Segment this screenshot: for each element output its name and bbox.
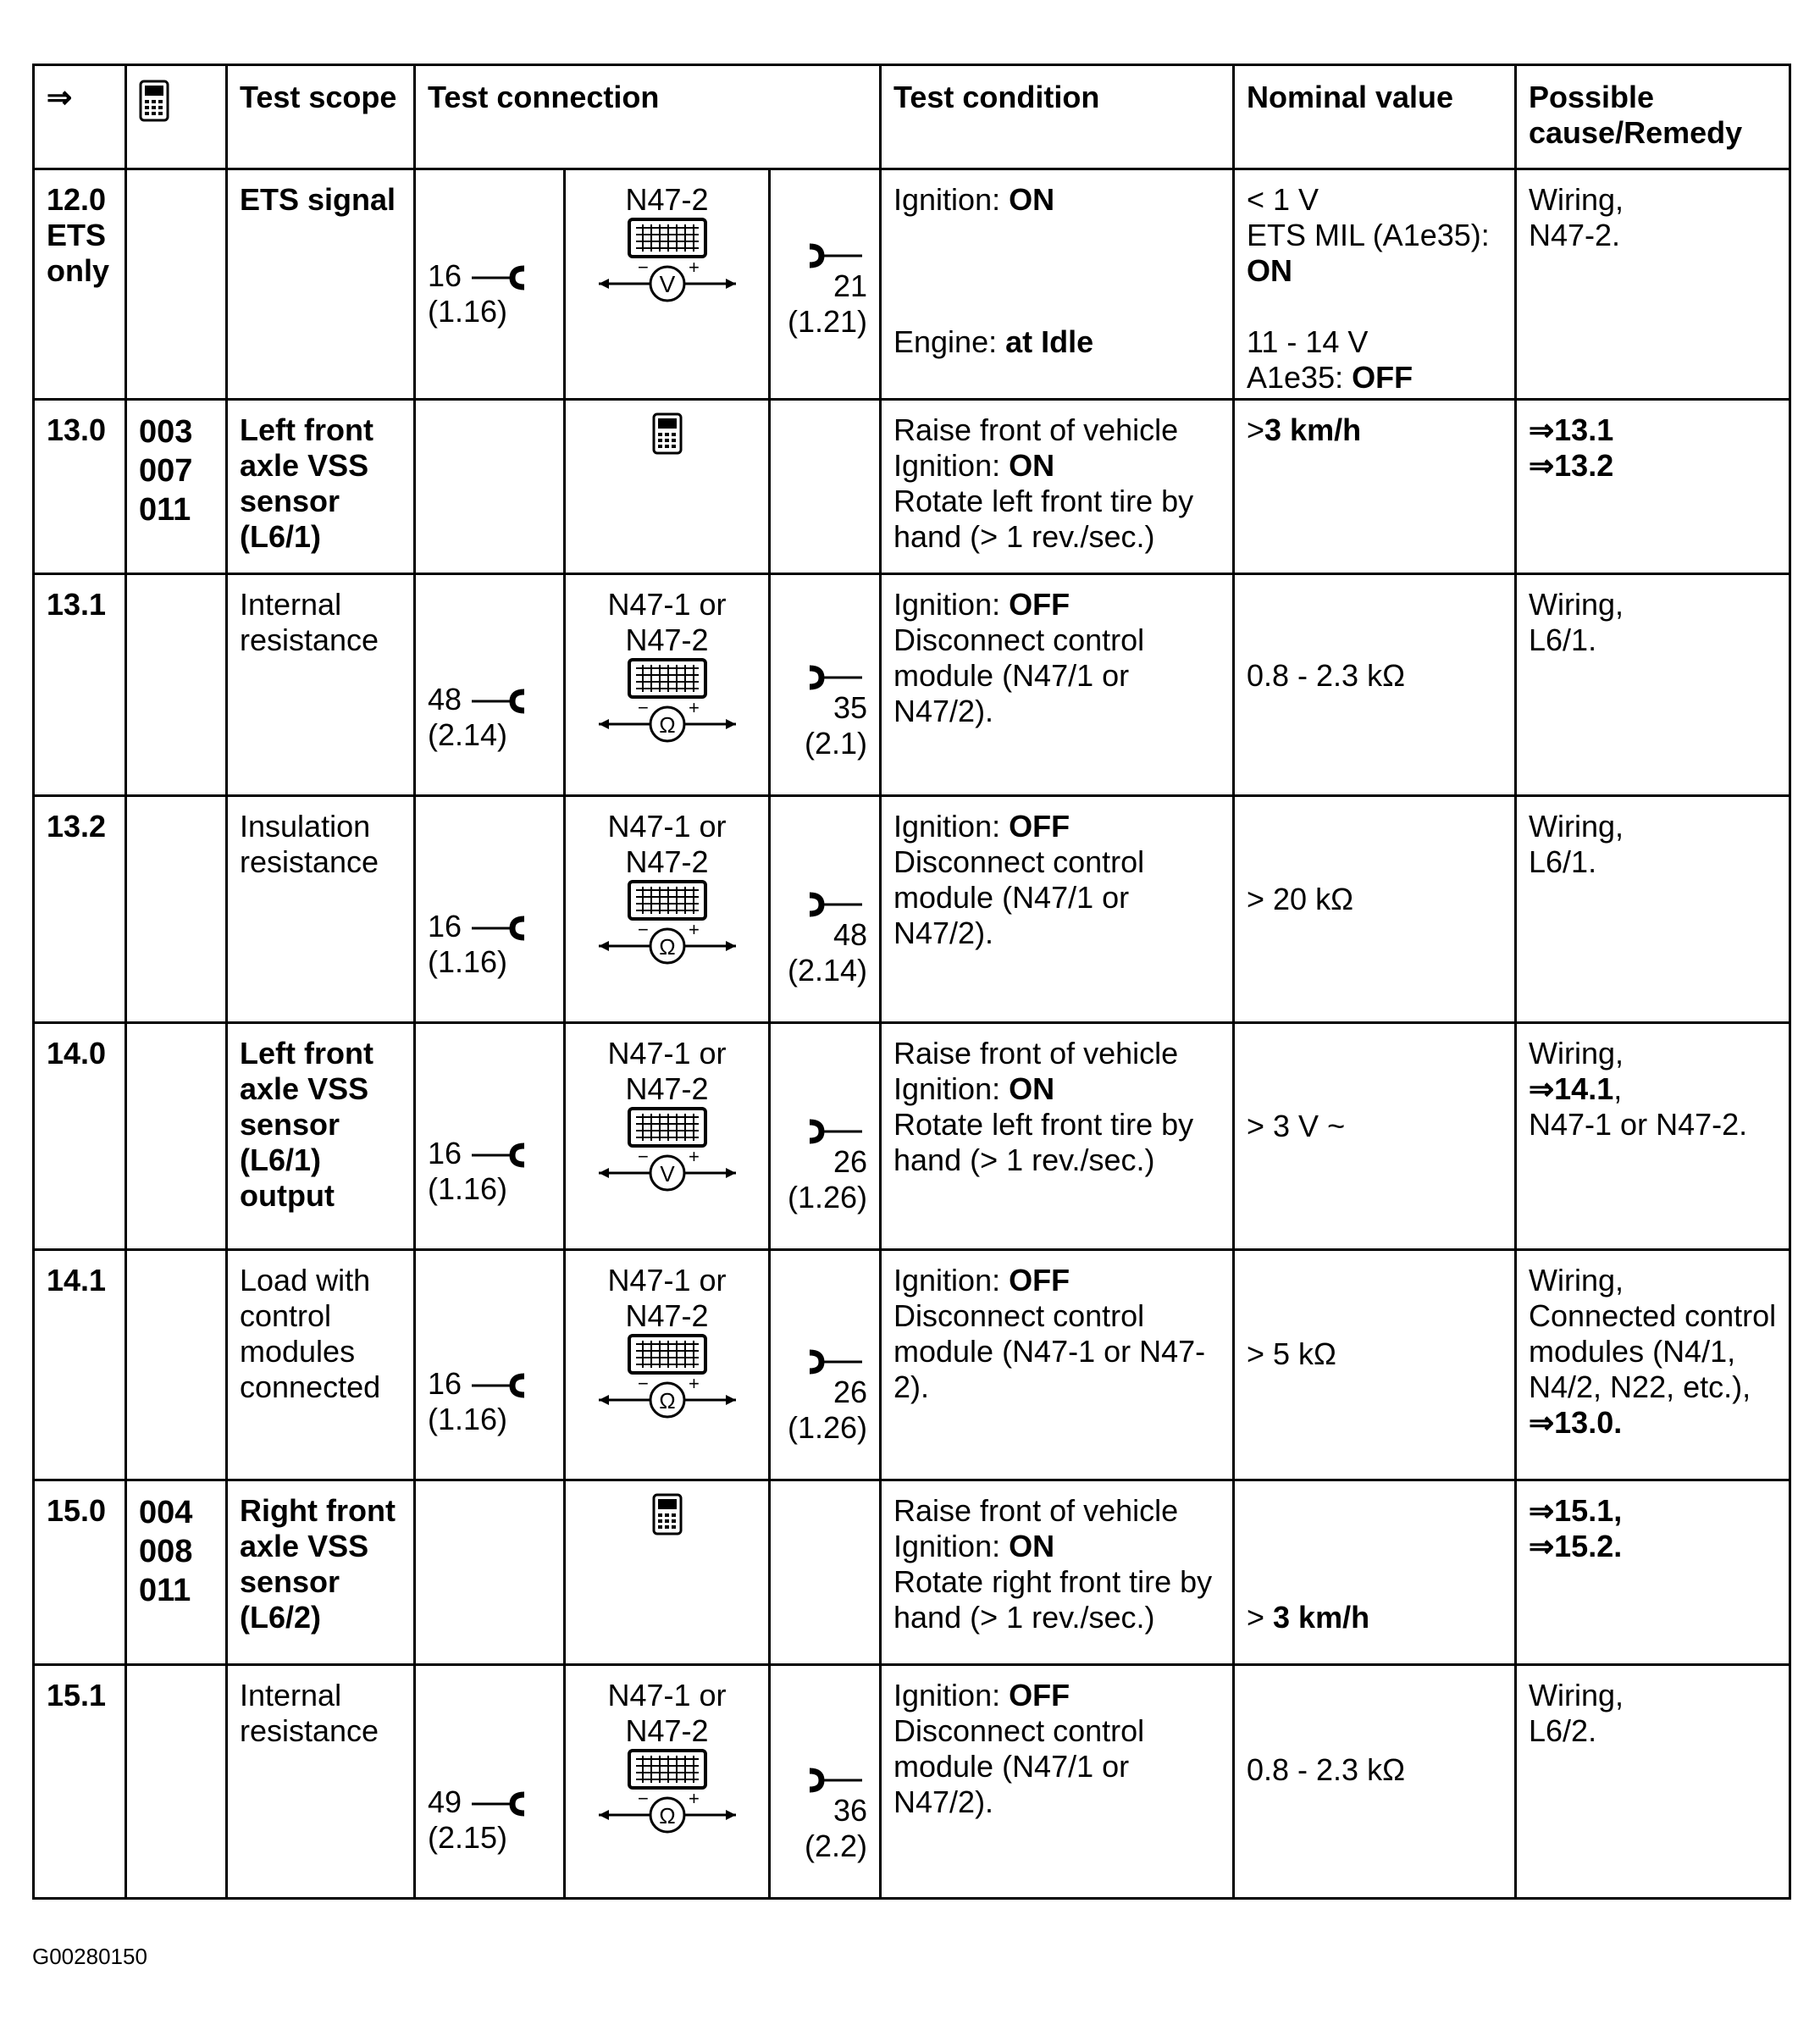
remedy [1516,1480,1790,1665]
nominal-line: A1e35: [1247,360,1353,395]
pin-left-sub: (1.16) [428,1171,508,1206]
voltmeter-icon [595,1107,739,1200]
condition-line: Disconnect control module (N47/1 or N47/2). [893,1713,1145,1819]
header-remedy: Possible cause/Remedy [1516,65,1790,169]
condition-value: ON [1009,182,1055,217]
condition-value: ON [1009,1071,1055,1106]
condition-line: Rotate left front tire by hand (> 1 rev./sec.) [893,484,1194,554]
svg-text:−: − [637,1788,649,1809]
nominal-value [1234,574,1516,796]
svg-text:+: + [688,1146,700,1167]
pin-right: 26 [833,1375,867,1409]
condition-value: OFF [1009,1263,1070,1297]
test-scope: Load with control modules connected [227,1250,415,1480]
pin-right: 35 [833,690,867,725]
pin-left-cell [415,400,565,574]
step-number: 13.1 [34,574,126,796]
meter-cell [565,1480,770,1665]
code-cell [126,1665,227,1899]
condition-value: at Idle [1005,324,1094,359]
pin-right: 26 [833,1144,867,1179]
pin-left: 49 [428,1784,462,1819]
pin-right-cell [770,574,881,796]
svg-text:Ω: Ω [658,934,676,960]
socket-plug-icon [470,689,526,714]
pin-plug-icon [808,1119,864,1144]
condition-line: Raise front of vehicle [893,1493,1179,1528]
test-scope: Internal resistance [227,1665,415,1899]
pin-right-cell [770,400,881,574]
remedy [1516,796,1790,1023]
pin-right-sub: (2.1) [804,726,867,761]
nominal-value [1234,169,1516,400]
test-condition [881,169,1234,400]
condition-line: Rotate right front tire by hand (> 1 rev./sec.) [893,1564,1213,1635]
nominal-prefix: > [1247,412,1265,447]
svg-text:V: V [659,271,675,297]
pin-right: 36 [833,1793,867,1828]
remedy-line: L6/2. [1529,1713,1597,1748]
pin-left-sub: (1.16) [428,1402,508,1436]
ohmmeter-icon [595,1334,739,1427]
svg-text:−: − [637,1373,649,1394]
pin-left-cell [415,796,565,1023]
pin-left-cell [415,1023,565,1250]
svg-text:V: V [659,1161,675,1187]
remedy-line: Wiring, [1529,1263,1624,1297]
condition-label: Ignition: [893,448,1010,483]
module-label: N47-1 or N47-2 [607,1678,727,1748]
condition-label: Ignition: [893,809,1010,844]
step-number: 12.0 ETS only [34,169,126,400]
condition-line: Disconnect control module (N47/1 or N47/2). [893,622,1145,728]
pin-right: 48 [833,917,867,952]
code-cell [126,574,227,796]
svg-text:+: + [688,1373,700,1394]
test-scope: Left front axle VSS sensor (L6/1) output [227,1023,415,1250]
test-condition [881,574,1234,796]
remedy-line: L6/1. [1529,622,1597,657]
svg-text:−: − [637,1146,649,1167]
step-number: 13.2 [34,796,126,1023]
pin-left-sub: (2.14) [428,717,508,752]
pin-right-cell [770,1023,881,1250]
nominal-line: ETS MIL (A1e35): [1247,218,1490,252]
nominal-line: 11 - 14 V [1247,324,1369,359]
condition-line: Rotate left front tire by hand (> 1 rev./sec.) [893,1107,1194,1177]
remedy [1516,400,1790,574]
socket-plug-icon [470,1373,526,1398]
table-row [34,1250,1790,1480]
remedy-line: ⇒13.2 [1529,448,1614,483]
code-cell [126,169,227,400]
remedy [1516,1250,1790,1480]
table-row [34,1665,1790,1899]
pin-right-cell [770,1480,881,1665]
hand-held-tester-icon [139,80,169,122]
test-condition [881,400,1234,574]
remedy [1516,169,1790,400]
svg-text:+: + [688,257,700,278]
pin-right-cell [770,1665,881,1899]
header-condition: Test condition [881,65,1234,169]
header-tester [126,65,227,169]
step-number: 13.0 [34,400,126,574]
table-row [34,169,1790,400]
table-row [34,1023,1790,1250]
nominal-line: ON [1247,253,1292,288]
test-condition [881,1480,1234,1665]
condition-label: Ignition: [893,1071,1010,1106]
svg-text:−: − [637,697,649,718]
nominal-value [1234,796,1516,1023]
socket-plug-icon [470,1143,526,1168]
fault-codes: 004 008 011 [126,1480,227,1665]
condition-label: Ignition: [893,587,1010,622]
pin-left: 48 [428,682,462,716]
remedy-line: ⇒15.2. [1529,1529,1623,1563]
pin-left-sub: (2.15) [428,1820,508,1855]
socket-plug-icon [470,1791,526,1817]
pin-plug-icon [808,892,864,917]
ohmmeter-icon [595,880,739,973]
header-arrow: ⇒ [34,65,126,169]
pin-plug-icon [808,243,864,268]
pin-left-cell [415,169,565,400]
ohmmeter-icon [595,1749,739,1842]
code-cell [126,796,227,1023]
remedy-line: Wiring, [1529,1036,1624,1071]
figure-id: G00280150 [32,1944,147,1969]
condition-line: Disconnect control module (N47-1 or N47-2). [893,1298,1206,1404]
nominal-prefix: > [1247,1600,1274,1635]
svg-text:+: + [688,1788,700,1809]
remedy [1516,574,1790,796]
voltmeter-icon [595,218,739,311]
meter-cell [565,1665,770,1899]
pin-left: 16 [428,258,462,293]
condition-label: Ignition: [893,1263,1010,1297]
header-row [34,65,1790,169]
pin-right-cell [770,1250,881,1480]
hand-held-tester-icon [652,412,683,455]
test-condition [881,796,1234,1023]
svg-text:+: + [688,919,700,940]
ohmmeter-icon [595,658,739,751]
svg-text:+: + [688,697,700,718]
condition-label: Ignition: [893,182,1010,217]
remedy-line: , [1613,1071,1623,1106]
remedy-line: N47-2. [1529,218,1621,252]
code-cell [126,1023,227,1250]
remedy-line: Wiring, [1529,587,1624,622]
step-number: 14.0 [34,1023,126,1250]
step-number: 15.0 [34,1480,126,1665]
nominal-line: 3 km/h [1264,412,1362,447]
test-scope: ETS signal [227,169,415,400]
code-cell [126,1250,227,1480]
meter-cell [565,169,770,400]
remedy-line: ⇒15.1, [1529,1493,1623,1528]
svg-text:−: − [637,919,649,940]
condition-label: Ignition: [893,1678,1010,1712]
module-label: N47-1 or N47-2 [607,809,727,879]
nominal-value [1234,1023,1516,1250]
socket-plug-icon [470,265,526,290]
pin-left: 16 [428,909,462,943]
condition-line: Raise front of vehicle [893,412,1179,447]
test-scope: Insulation resistance [227,796,415,1023]
test-scope: Right front axle VSS sensor (L6/2) [227,1480,415,1665]
nominal-line: > 5 kΩ [1247,1336,1336,1371]
nominal-value [1234,1250,1516,1480]
pin-left: 16 [428,1366,462,1401]
header-scope: Test scope [227,65,415,169]
module-label: N47-1 or N47-2 [607,587,727,657]
meter-cell [565,1250,770,1480]
table-row [34,796,1790,1023]
pin-plug-icon [808,1349,864,1375]
test-table [32,64,1791,1900]
condition-line: Raise front of vehicle [893,1036,1179,1071]
pin-right-cell [770,796,881,1023]
meter-rows [34,1665,1790,1899]
header-connection: Test connection [415,65,881,169]
pin-plug-icon [808,1768,864,1793]
svg-text:Ω: Ω [658,712,676,738]
condition-value: OFF [1009,587,1070,622]
condition-value: OFF [1009,1678,1070,1712]
remedy [1516,1023,1790,1250]
svg-text:Ω: Ω [658,1388,676,1414]
svg-text:−: − [637,257,649,278]
meter-cell [565,796,770,1023]
remedy-line: L6/1. [1529,844,1597,879]
condition-label: Ignition: [893,1529,1010,1563]
meter-rows [34,574,1790,1480]
nominal-line: > 20 kΩ [1247,882,1353,916]
pin-right-sub: (1.21) [787,304,867,339]
module-label: N47-1 or N47-2 [607,1036,727,1106]
remedy [1516,1665,1790,1899]
nominal-line: 0.8 - 2.3 kΩ [1247,1752,1405,1787]
remedy-line: Wiring, [1529,1678,1624,1712]
pin-right-cell [770,169,881,400]
nominal-value [1234,1665,1516,1899]
module-label: N47-1 or N47-2 [607,1263,727,1333]
remedy-line: ⇒13.1 [1529,412,1614,447]
fault-codes: 003 007 011 [126,400,227,574]
nominal-value [1234,400,1516,574]
table-section [34,1480,1790,1665]
condition-value: OFF [1009,809,1070,844]
remedy-line: Wiring, [1529,809,1624,844]
svg-text:Ω: Ω [658,1803,676,1829]
module-label: N47-2 [625,182,709,217]
pin-left-cell [415,574,565,796]
pin-plug-icon [808,665,864,690]
pin-right-sub: (1.26) [787,1180,867,1214]
nominal-line: > 3 V ~ [1247,1109,1346,1143]
remedy-line: Connected control modules (N4/1, N4/2, N22, etc.), [1529,1298,1777,1404]
socket-plug-icon [470,916,526,941]
nominal-line: 0.8 - 2.3 kΩ [1247,658,1405,693]
pin-right-sub: (2.2) [804,1829,867,1863]
nominal-line: < 1 V [1247,182,1319,217]
pin-left-sub: (1.16) [428,944,508,979]
remedy-line: N47-1 or N47-2. [1529,1107,1748,1142]
nominal-value [1234,1480,1516,1665]
remedy-line: ⇒14.1 [1529,1071,1614,1106]
remedy-line: ⇒13.0. [1529,1405,1623,1440]
test-condition [881,1023,1234,1250]
meter-cell [565,574,770,796]
pin-left-cell [415,1665,565,1899]
step-number: 14.1 [34,1250,126,1480]
pin-left-cell [415,1250,565,1480]
hand-held-tester-icon [652,1493,683,1535]
diagnostic-test-table [32,64,1789,1927]
condition-value: ON [1009,1529,1055,1563]
test-scope: Internal resistance [227,574,415,796]
pin-left: 16 [428,1136,462,1170]
remedy-line: Wiring, [1529,182,1624,217]
condition-value: ON [1009,448,1055,483]
pin-right: 21 [833,268,867,303]
test-condition [881,1250,1234,1480]
pin-left-sub: (1.16) [428,294,508,329]
meter-cell [565,1023,770,1250]
meter-cell [565,400,770,574]
header-nominal: Nominal value [1234,65,1516,169]
pin-right-sub: (2.14) [787,953,867,988]
nominal-line: OFF [1352,360,1413,395]
table-row [34,400,1790,574]
nominal-line: 3 km/h [1273,1600,1370,1635]
pin-right-sub: (1.26) [787,1410,867,1445]
step-number: 15.1 [34,1665,126,1899]
table-row [34,1480,1790,1665]
pin-left-cell [415,1480,565,1665]
table-row [34,574,1790,796]
test-condition [881,1665,1234,1899]
condition-label: Engine: [893,324,1006,359]
test-scope: Left front axle VSS sensor (L6/1) [227,400,415,574]
condition-line: Disconnect control module (N47/1 or N47/2). [893,844,1145,950]
